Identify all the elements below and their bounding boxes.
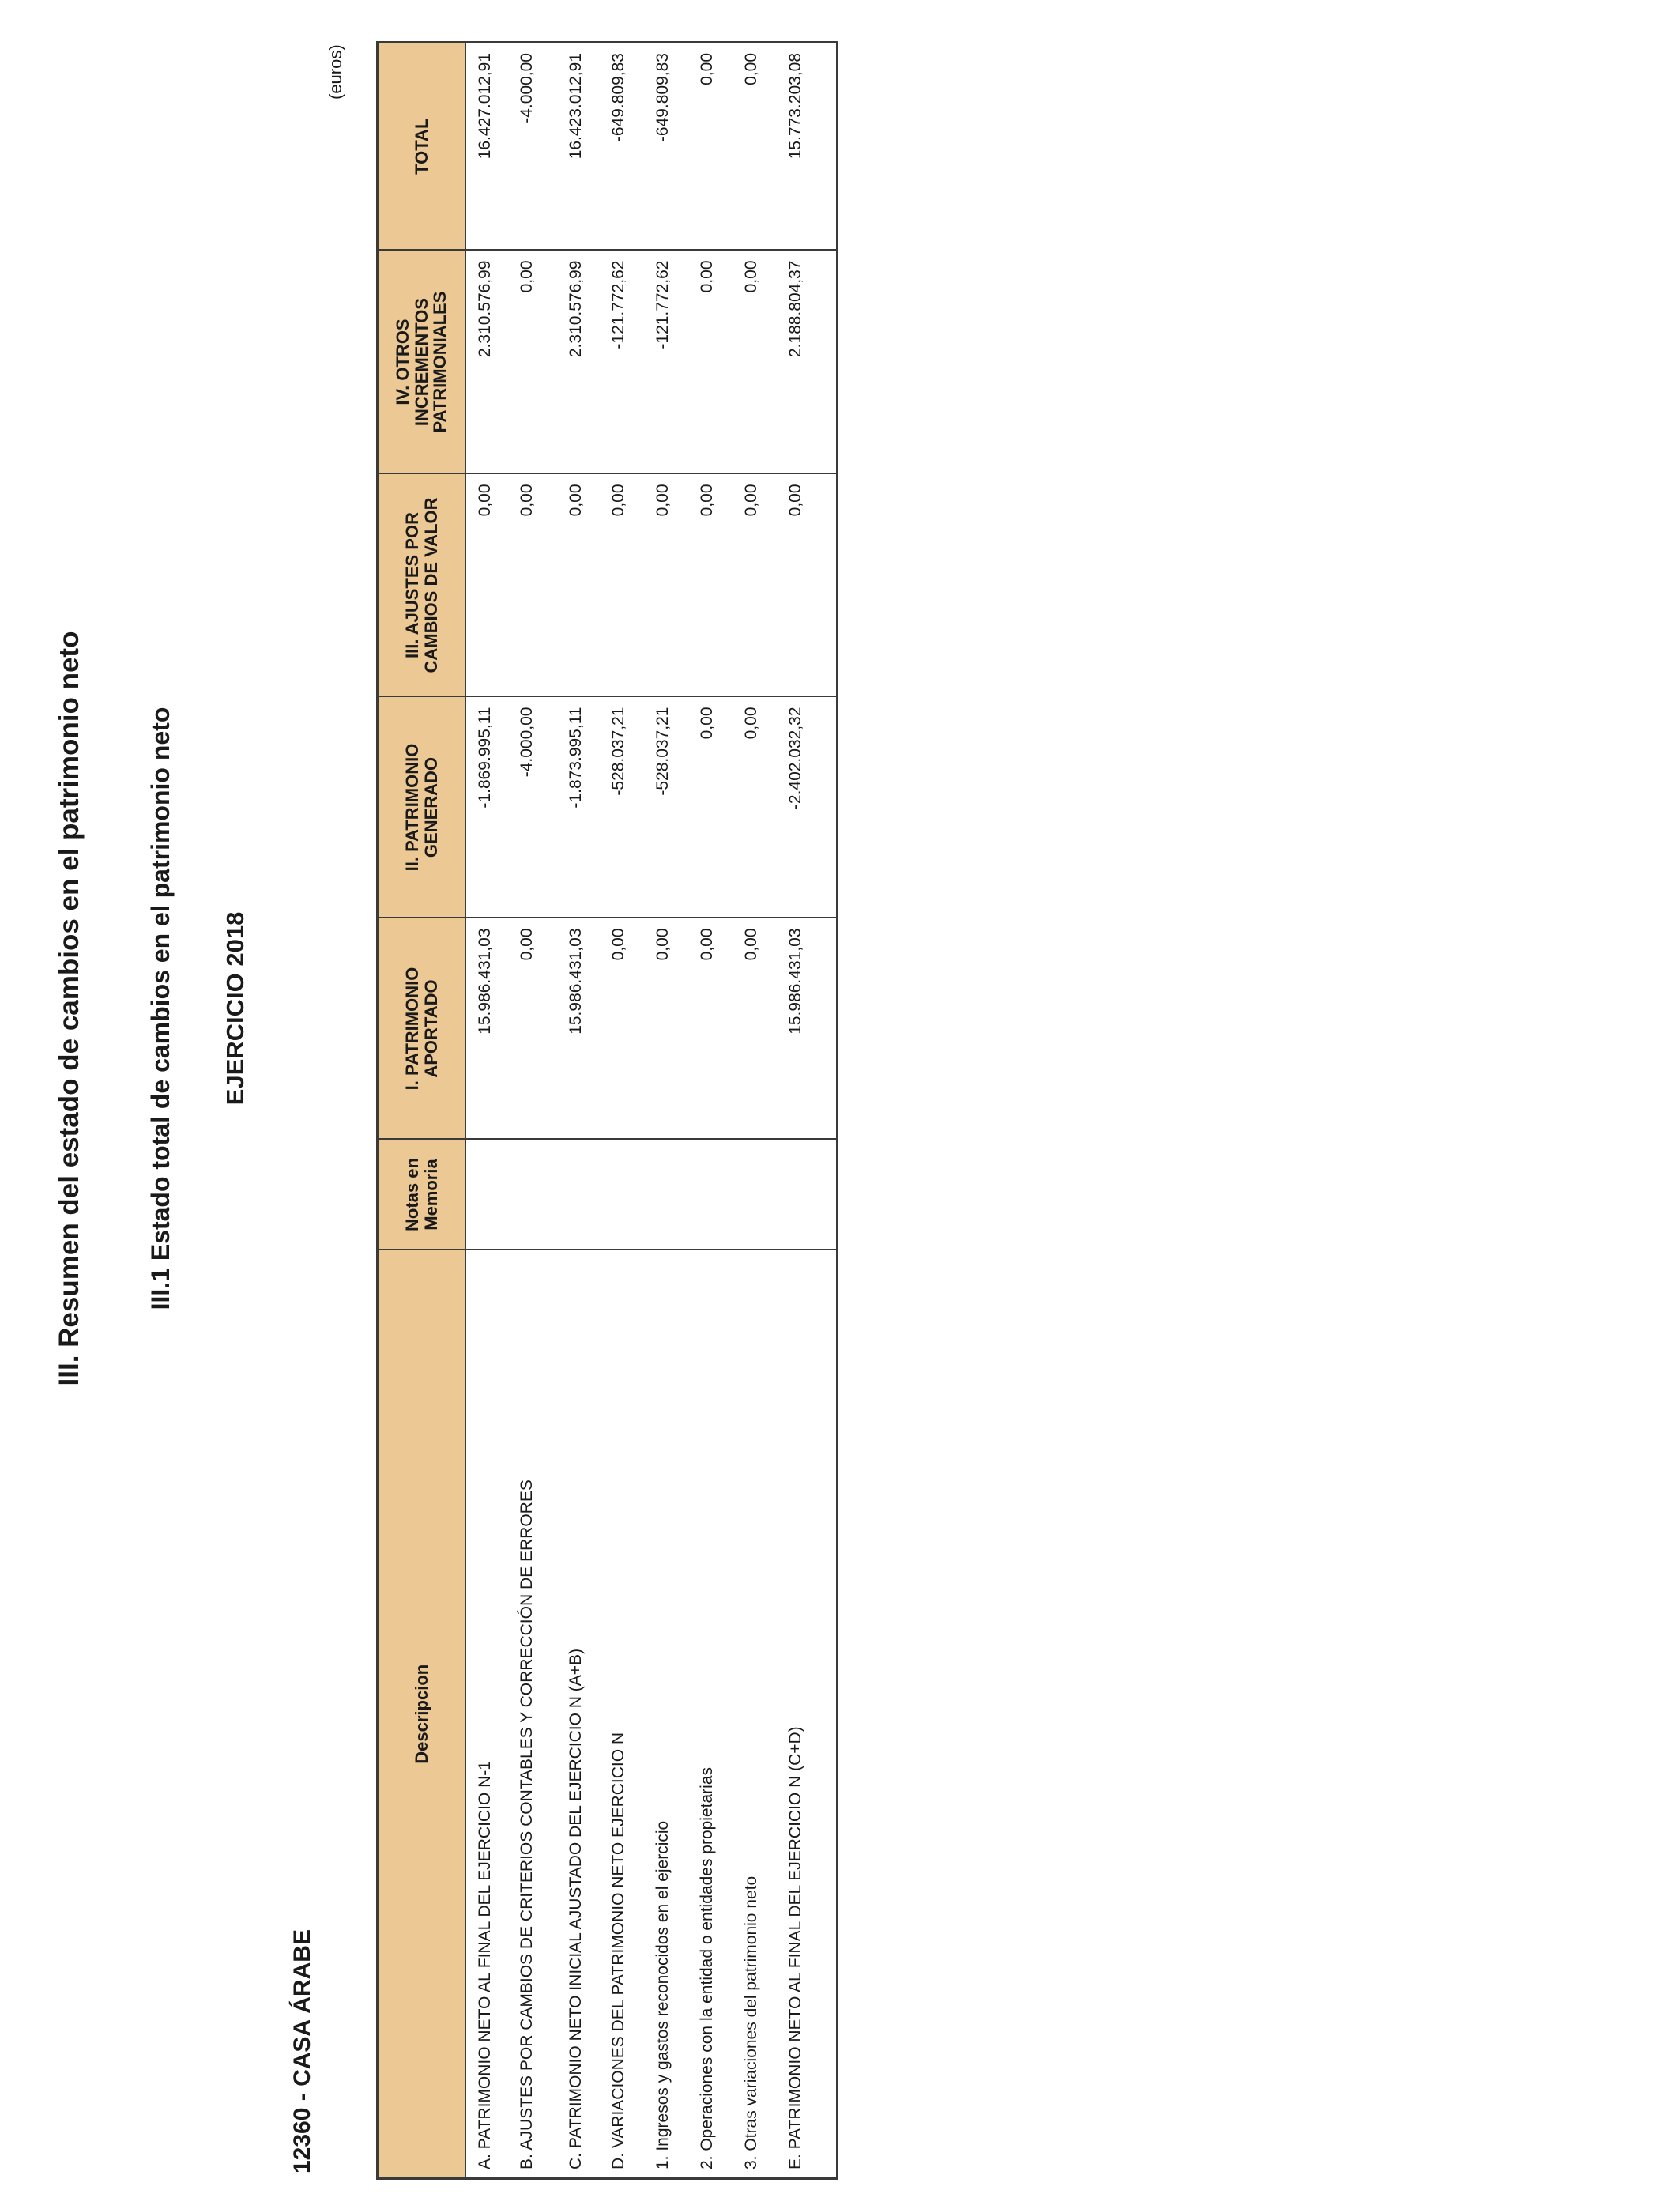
cell-patrimonio-aportado: 15.986.431,03 <box>563 918 606 1140</box>
row-description: E. PATRIMONIO NETO AL FINAL DEL EJERCICIO N (C+D) <box>783 1250 838 2179</box>
cell-total: -4.000,00 <box>514 43 563 251</box>
row-notes <box>650 1140 695 1250</box>
table-row <box>606 43 650 2179</box>
cell-otros-incrementos: 2.310.576,99 <box>563 251 606 474</box>
cell-otros-incrementos: 2.188.804,37 <box>783 251 838 474</box>
column-header-otros-incrementos: IV. OTROS INCREMENTOS PATRIMONIALES <box>378 251 466 474</box>
cell-ajustes-cambios-valor: 0,00 <box>465 474 514 697</box>
row-notes <box>783 1140 838 1250</box>
cell-otros-incrementos: -121.772,62 <box>650 251 695 474</box>
column-header-patrimonio-generado: II. PATRIMONIO GENERADO <box>378 697 466 918</box>
row-description: C. PATRIMONIO NETO INICIAL AJUSTADO DEL EJERCICIO N (A+B) <box>563 1250 606 2179</box>
cell-ajustes-cambios-valor: 0,00 <box>783 474 838 697</box>
entity-name: 12360 - CASA ÁRABE <box>289 1929 315 2173</box>
cell-total: 16.427.012,91 <box>465 43 514 251</box>
cell-patrimonio-aportado: 0,00 <box>514 918 563 1140</box>
cell-patrimonio-aportado: 0,00 <box>695 918 739 1140</box>
cell-otros-incrementos: 0,00 <box>739 251 783 474</box>
cell-patrimonio-aportado: 0,00 <box>650 918 695 1140</box>
cell-otros-incrementos: 0,00 <box>695 251 739 474</box>
cell-total: 16.423.012,91 <box>563 43 606 251</box>
table-row <box>695 43 739 2179</box>
table-row <box>563 43 606 2179</box>
table-row <box>465 43 514 2179</box>
table-row <box>739 43 783 2179</box>
row-description: 2. Operaciones con la entidad o entidades propietarias <box>695 1250 739 2179</box>
cell-otros-incrementos: -121.772,62 <box>606 251 650 474</box>
table-header-row <box>378 43 466 2179</box>
table-row <box>650 43 695 2179</box>
cell-patrimonio-generado: -1.873.995,11 <box>563 697 606 918</box>
column-header-notes: Notas en Memoria <box>378 1140 466 1250</box>
row-notes <box>563 1140 606 1250</box>
cell-total: -649.809,83 <box>650 43 695 251</box>
row-description: 3. Otras variaciones del patrimonio neto <box>739 1250 783 2179</box>
cell-ajustes-cambios-valor: 0,00 <box>606 474 650 697</box>
cell-ajustes-cambios-valor: 0,00 <box>514 474 563 697</box>
page-title: III. Resumen del estado de cambios en el patrimonio neto <box>54 631 85 1386</box>
column-header-patrimonio-aportado: I. PATRIMONIO APORTADO <box>378 918 466 1140</box>
cell-patrimonio-generado: -1.869.995,11 <box>465 697 514 918</box>
cell-patrimonio-generado: 0,00 <box>739 697 783 918</box>
column-header-ajustes-cambios-valor: III. AJUSTES POR CAMBIOS DE VALOR <box>378 474 466 697</box>
row-description: 1. Ingresos y gastos reconocidos en el ejercicio <box>650 1250 695 2179</box>
cell-ajustes-cambios-valor: 0,00 <box>739 474 783 697</box>
equity-changes-table <box>376 41 838 2180</box>
cell-total: 0,00 <box>739 43 783 251</box>
cell-patrimonio-aportado: 15.986.431,03 <box>783 918 838 1140</box>
cell-patrimonio-generado: -528.037,21 <box>650 697 695 918</box>
row-notes <box>695 1140 739 1250</box>
cell-total: 0,00 <box>695 43 739 251</box>
cell-ajustes-cambios-valor: 0,00 <box>650 474 695 697</box>
cell-patrimonio-generado: -2.402.032,32 <box>783 697 838 918</box>
cell-patrimonio-aportado: 0,00 <box>606 918 650 1140</box>
column-header-total: TOTAL <box>378 43 466 251</box>
cell-patrimonio-generado: -528.037,21 <box>606 697 650 918</box>
cell-patrimonio-aportado: 0,00 <box>739 918 783 1140</box>
row-notes <box>739 1140 783 1250</box>
row-description: D. VARIACIONES DEL PATRIMONIO NETO EJERCICIO N <box>606 1250 650 2179</box>
cell-total: 15.773.203,08 <box>783 43 838 251</box>
column-header-description: Descripcion <box>378 1250 466 2179</box>
cell-patrimonio-generado: -4.000,00 <box>514 697 563 918</box>
cell-patrimonio-generado: 0,00 <box>695 697 739 918</box>
cell-otros-incrementos: 0,00 <box>514 251 563 474</box>
section-title: III.1 Estado total de cambios en el patrimonio neto <box>146 707 175 1310</box>
cell-total: -649.809,83 <box>606 43 650 251</box>
row-notes <box>465 1140 514 1250</box>
row-notes <box>514 1140 563 1250</box>
fiscal-year: EJERCICIO 2018 <box>221 911 249 1106</box>
row-description: A. PATRIMONIO NETO AL FINAL DEL EJERCICIO N-1 <box>465 1250 514 2179</box>
row-notes <box>606 1140 650 1250</box>
cell-ajustes-cambios-valor: 0,00 <box>695 474 739 697</box>
table-row <box>514 43 563 2179</box>
cell-otros-incrementos: 2.310.576,99 <box>465 251 514 474</box>
row-description: B. AJUSTES POR CAMBIOS DE CRITERIOS CONTABLES Y CORRECCIÓN DE ERRORES <box>514 1250 563 2179</box>
currency-units: (euros) <box>326 44 345 100</box>
table-row <box>783 43 838 2179</box>
cell-patrimonio-aportado: 15.986.431,03 <box>465 918 514 1140</box>
cell-ajustes-cambios-valor: 0,00 <box>563 474 606 697</box>
